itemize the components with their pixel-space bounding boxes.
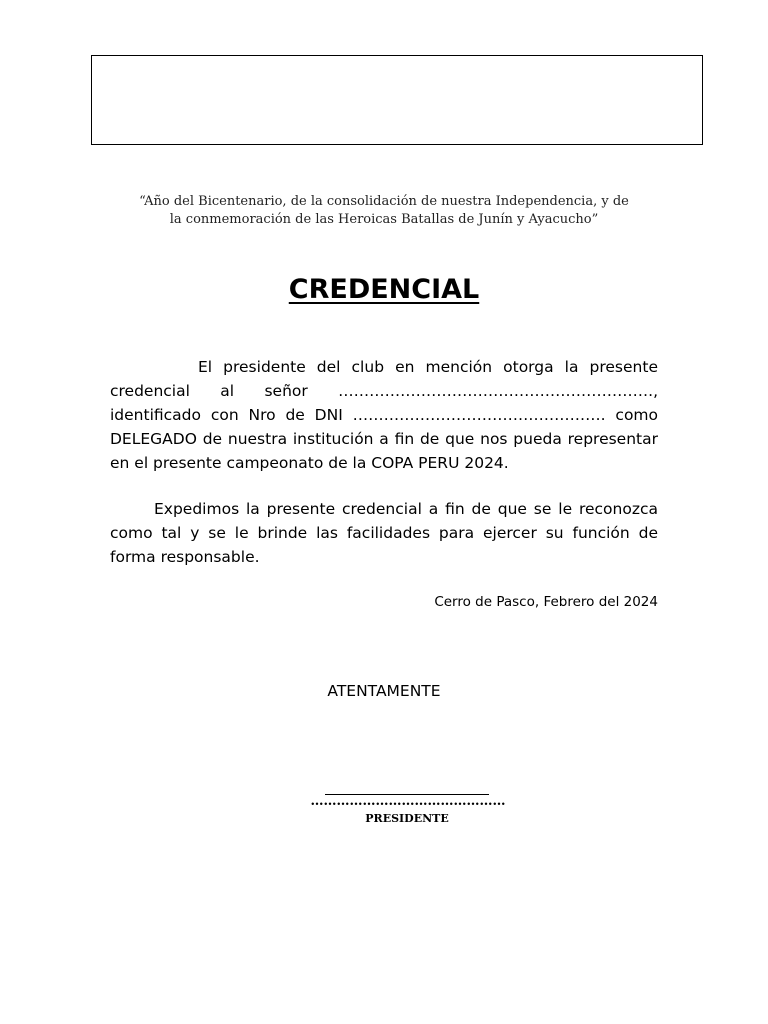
motto-line-1: “Año del Bicentenario, de la consolidación de nuestra Independencia, y de (139, 194, 629, 209)
name-placeholder: ……………………………………………………. (338, 382, 654, 400)
paragraph-1-text-2: , identificado con Nro de DNI (110, 382, 658, 424)
signature-role: PRESIDENTE (365, 812, 449, 825)
document-title: CREDENCIAL (288, 274, 480, 305)
paragraph-1-text-1: El presidente del club en mención otorga la presente credencial al señor (110, 358, 658, 400)
body-paragraph-2 (110, 497, 658, 569)
dni-placeholder: …………………………………………. (352, 406, 606, 424)
motto (100, 193, 668, 229)
paragraph-2-text: Expedimos la presente credencial a fin de que se le reconozca como tal y se le brinde las facilidades para ejercer su función de forma responsable. (110, 500, 658, 566)
body-paragraph-1 (110, 355, 658, 475)
signature-dots: ……………………………………… (310, 794, 506, 809)
motto-line-2: la conmemoración de las Heroicas Batallas de Junín y Ayacucho” (169, 212, 599, 227)
closing: ATENTAMENTE (327, 682, 441, 700)
header-box (91, 55, 703, 145)
paragraph-1-text-3: como DELEGADO de nuestra institución a fin de que nos pueda representar en el presente campeonato de la COPA PERU 2024. (110, 406, 659, 472)
place-date: Cerro de Pasco, Febrero del 2024 (434, 594, 658, 610)
